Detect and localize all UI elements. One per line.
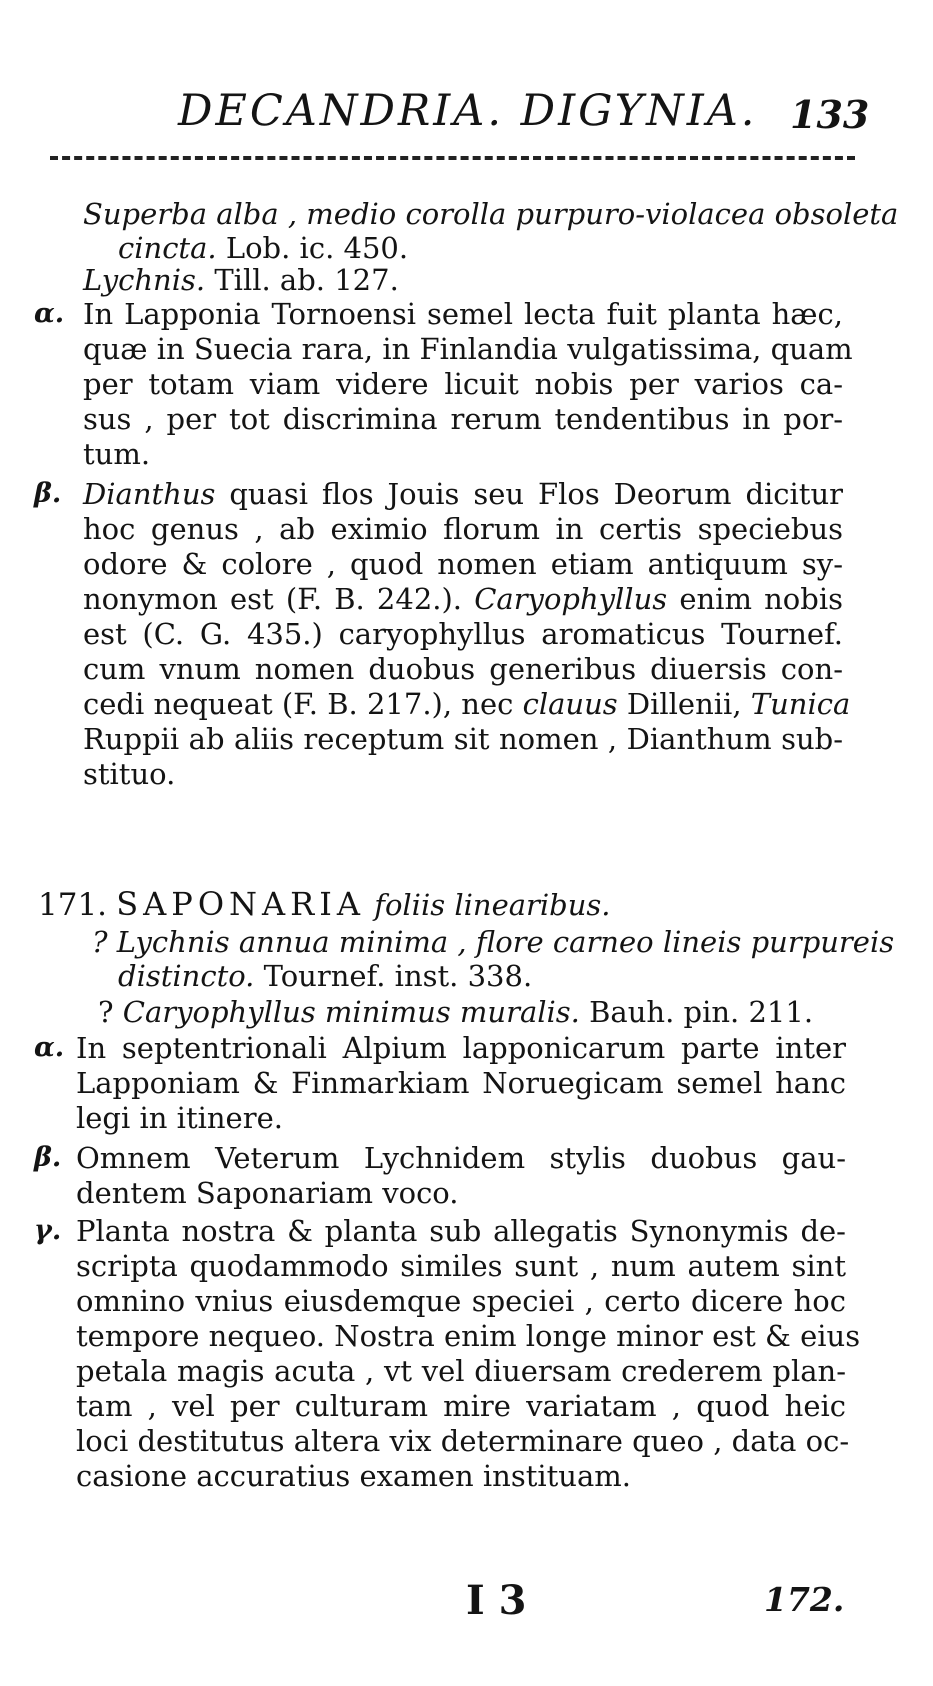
signature-mark: I 3 [466, 1577, 527, 1624]
text-line: tum. [83, 437, 151, 471]
diagnosis: foliis linearibus. [374, 888, 611, 922]
page-number: 133 [790, 92, 870, 137]
text-line: est (C. G. 435.) caryophyllus aromaticus Tournef. [83, 617, 843, 651]
species-heading [38, 886, 611, 923]
text-line: sus , per tot discrimina rerum tendentibus in por- [83, 402, 843, 436]
synonym-reference: Till. ab. 127. [214, 263, 399, 297]
synonym-name: cincta. [118, 231, 217, 265]
synonym-name: Lychnis. [83, 263, 206, 297]
synonym-line: ? Lychnis annua minima , flore carneo lineis purpureis [92, 925, 895, 959]
genus-name: Dianthus [83, 477, 216, 511]
text-line: cum vnum nomen duobus generibus diuersis con- [83, 652, 843, 686]
synonym-reference: Bauh. pin. 211. [589, 995, 814, 1029]
text-line: casione accuratius examen instituam. [76, 1459, 631, 1493]
text-line: tempore nequeo. Nostra enim longe minor est & eius [76, 1319, 861, 1353]
text-line: Omnem Veterum Lychnidem stylis duobus gau- [76, 1141, 846, 1175]
text-line: nonymon est (F. B. 242.). Caryophyllus enim nobis [83, 582, 843, 616]
synonym-line [83, 262, 399, 298]
genus-name: Tunica [750, 687, 851, 721]
text-line: tam , vel per culturam mire variatam , quod heic [76, 1389, 846, 1423]
synonym-name: Caryophyllus minimus muralis. [122, 995, 580, 1029]
text-line: scripta quodammodo similes sunt , num autem sint [76, 1249, 846, 1283]
text-line: quæ in Suecia rara, in Finlandia vulgatissima, quam [83, 332, 853, 366]
genus-heading: SAPONARIA [116, 885, 365, 923]
synonym-name: distincto. [118, 959, 255, 993]
text-line: Planta nostra & planta sub allegatis Synonymis de- [76, 1214, 846, 1248]
gamma-marker: γ. [34, 1215, 62, 1246]
alpha-marker: α. [34, 1032, 65, 1063]
text-line: per totam viam videre licuit nobis per varios ca- [83, 367, 843, 401]
alpha-marker: α. [34, 298, 65, 329]
text-line: dentem Saponariam voco. [76, 1176, 459, 1210]
text-line: stituo. [83, 757, 176, 791]
genus-name: Caryophyllus [474, 582, 668, 616]
text-line: odore & colore , quod nomen etiam antiquum sy- [83, 547, 843, 581]
synonym-line [118, 230, 408, 266]
synonym-line [118, 958, 532, 994]
catchword: 172. [764, 1580, 845, 1619]
synonym-line: Superba alba , medio corolla purpuro-violacea obsoleta [83, 197, 899, 231]
text-line: Dianthus quasi flos Jouis seu Flos Deorum dicitur [83, 477, 844, 511]
synonym-reference: Lob. ic. 450. [225, 231, 409, 265]
text-line: cedi nequeat (F. B. 217.), nec clauus Dillenii, Tunica [83, 687, 851, 721]
species-number: 171. [38, 887, 108, 923]
header-rule [50, 156, 855, 160]
text-line: Ruppii ab aliis receptum sit nomen , Dianthum sub- [83, 722, 843, 756]
running-head: DECANDRIA. DIGYNIA. [178, 86, 758, 136]
beta-marker: β. [34, 1142, 62, 1173]
text-line: petala magis acuta , vt vel diuersam crederem plan- [76, 1354, 846, 1388]
genus-name: clauus [522, 687, 618, 721]
beta-marker: β. [34, 478, 62, 509]
text-line: legi in itinere. [76, 1101, 283, 1135]
text-line: In Lapponia Tornoensi semel lecta fuit planta hæc, [83, 297, 843, 331]
text-line: hoc genus , ab eximio florum in certis speciebus [83, 512, 843, 546]
text-line: In septentrionali Alpium lapponicarum parte inter [76, 1031, 846, 1065]
text-line: loci destitutus altera vix determinare queo , data oc- [76, 1424, 850, 1458]
synonym-line: ? Caryophyllus minimus muralis. Bauh. pin. 211. [98, 995, 814, 1029]
text-line: omnino vnius eiusdemque speciei , certo dicere hoc [76, 1284, 846, 1318]
text-line: Lapponiam & Finmarkiam Noruegicam semel hanc [76, 1066, 846, 1100]
synonym-reference: Tournef. inst. 338. [263, 959, 533, 993]
